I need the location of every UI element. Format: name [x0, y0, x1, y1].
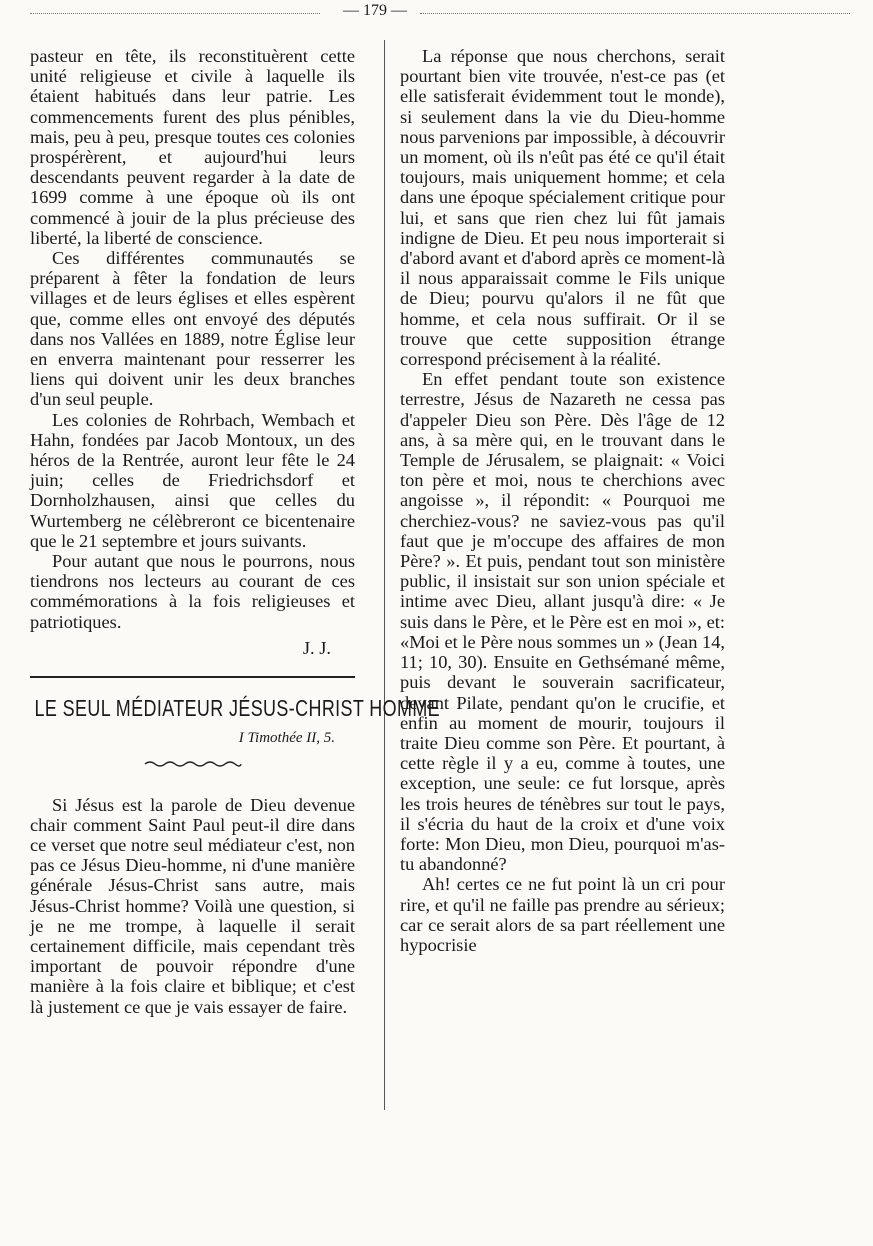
paragraph: Si Jésus est la parole de Dieu devenue chair comment Saint Paul peut-il dire dans ce verset que notre seul médiateur c'est, non pas ce Jésus Dieu-homme, ni d'une manière générale Jésus-Christ sans autre, mais Jésus-Christ homme? Voilà une question, si je ne me trompe, à laquelle il serait certainement difficile, mais cependant très important de pouvoir répondre d'une manière à la fois claire et biblique; et c'est là justement ce que je vais essayer de faire.: [30, 794, 355, 1017]
left-column: [30, 46, 441, 1017]
paragraph: Pour autant que nous le pourrons, nous tiendrons nos lecteurs au courant de ces commémorations à la fois religieuses et patriotiques.: [30, 551, 355, 632]
paragraph: Ces différentes communautés se préparent à fêter la fondation de leurs villages et de leurs églises et elles espèrent que, comme elles ont envoyé des députés dans nos Vallées en 1889, notre Église leur en enverra maintenant pour resserrer les liens qui doivent unir les deux branches d'un seul peuple.: [30, 248, 355, 410]
column-divider: [384, 40, 385, 1110]
epigraph: I Timothée II, 5.: [238, 730, 335, 747]
article-title: LE SEUL MÉDIATEUR JÉSUS-CHRIST HOMME: [34, 695, 441, 722]
paragraph: Les colonies de Rohrbach, Wembach et Hahn, fondées par Jacob Montoux, un des héros de la Rentrée, auront leur fête le 24 juin; celles de Friedrichsdorf et Dornholzhausen, ainsi que celles du Wurtemberg ne célèbreront ce bicentenaire que le 21 septembre et jours suivants.: [30, 409, 355, 551]
page-number: — 179 —: [343, 2, 407, 19]
right-column: [400, 46, 725, 955]
paragraph: La réponse que nous cherchons, serait pourtant bien vite trouvée, n'est-ce pas (et elle satisferait évidemment tout le monde), si seulement dans la vie du Dieu-homme nous parvenions par impossible, à découvrir un moment, où ils n'eût pas été ce qu'il était toujours, mais uniquement homme; et cela dans une époque spécialement critique pour lui, et sans que rien chez lui fût jamais indigne de Dieu. Et peu nous importerait si d'abord avant et d'abord après ce moment-là il nous apparaissait comme le Fils unique de Dieu; pourvu qu'alors il ne fût que homme, et cela nous suffirait. Or il se trouve que cette supposition étrange correspond précisement à la réalité.: [400, 46, 725, 370]
paragraph: pasteur en tête, ils reconstituèrent cette unité religieuse et civile à laquelle ils étaient habitués dans leur patrie. Les commencements furent des plus pénibles, mais, peu à peu, presque toutes ces colonies prospérèrent, et aujourd'hui leurs descendants peuvent regarder à la date de 1699 comme à une époque où ils ont commencé à jouir de la plus précieuse des liberté, la liberté de conscience.: [30, 46, 355, 248]
paragraph: Ah! certes ce ne fut point là un cri pour rire, et qu'il ne faille pas prendre au sérieux; car ce serait alors de sa part réellement une hypocrisie: [400, 874, 725, 955]
header-rule-right: [420, 13, 850, 14]
wavy-ornament-icon: [143, 759, 243, 769]
section-divider: [30, 676, 355, 678]
paragraph: En effet pendant toute son existence terrestre, Jésus de Nazareth ne cessa pas d'appeler Dieu son Père. Dès l'âge de 12 ans, à sa mère qui, en le trouvant dans le Temple de Jérusalem, se plaignait: « Voici ton père et moi, nous te cherchions avec angoisse », il répondit: « Pourquoi me cherchiez-vous? ne saviez-vous pas qu'il faut que je m'occupe des affaires de mon Père? ». Et puis, pendant tout son ministère public, il insistait sur son union spéciale et intime avec Dieu, allant jusqu'à dire: « Je suis dans le Père, et le Père est en moi », et: «Moi et le Père nous sommes un » (Jean 14, 11; 10, 30). Ensuite en Gethsémané même, puis devant le souverain sacrificateur, devant Pilate, pendant qu'on le crucifie, et enfin au moment de mourir, toujours il traite Dieu comme son Père. Et pourtant, à cette règle il y a eu, comme à toutes, une exception, une seule: ce fut lorsque, après les trois heures de ténèbres sur tout le pays, il s'écria du haut de la croix et d'une voix forte: Mon Dieu, mon Dieu, pourquoi m'as-tu abandonné?: [400, 369, 725, 875]
header-rule-left: [30, 13, 320, 14]
page-header: [0, 2, 873, 26]
signature: J. J.: [302, 637, 331, 658]
